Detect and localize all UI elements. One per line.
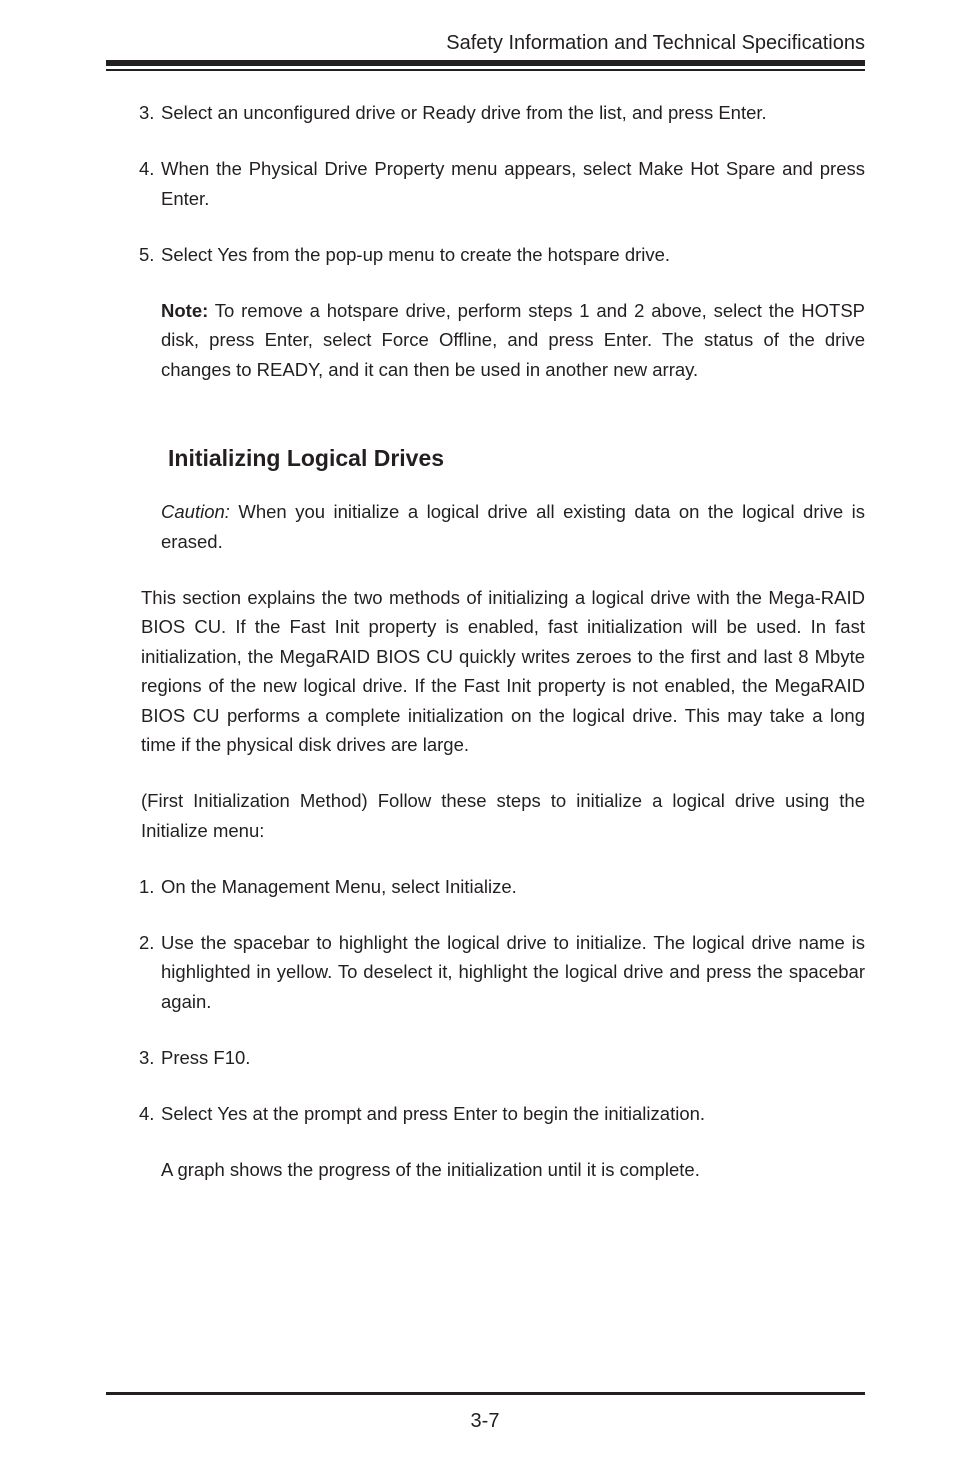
note-label: Note: (161, 299, 209, 321)
list-item (139, 154, 865, 213)
page-number: 3-7 (470, 1410, 500, 1432)
step-text: On the Management Menu, select Initialize. (161, 875, 517, 897)
note-text: To remove a hotspare drive, perform steps 1 and 2 above, select the HOTSP disk, press Enter, select Force Offline, and press Enter. The status of the drive changes to READY, and it can then be used in another new array. (161, 299, 865, 380)
list-item (139, 240, 865, 270)
list-item (139, 928, 865, 1017)
step-number: 4. (139, 158, 155, 179)
list-item (139, 1043, 865, 1073)
step-text: Select Yes at the prompt and press Enter to begin the initialization. (161, 1102, 706, 1124)
step-text: Select Yes from the pop-up menu to create the hotspare drive. (161, 243, 671, 265)
step-number: 2. (139, 931, 155, 953)
step-number: 3. (139, 102, 155, 123)
section-heading: Initializing Logical Drives (168, 445, 445, 471)
footer-rule (106, 1392, 865, 1395)
caution-label: Caution: (161, 501, 230, 522)
list-item (139, 872, 865, 902)
running-header: Safety Information and Technical Specifications (446, 32, 865, 54)
step-text: Use the spacebar to highlight the logical drive to initialize. The logical drive name is highlighted in yellow. To deselect it, highlight the logical drive and press the spacebar again. (161, 931, 865, 1012)
step-number: 3. (139, 1046, 155, 1068)
header-rule-thin (106, 69, 865, 71)
list-item (139, 1099, 865, 1129)
body-paragraph: This section explains the two methods of initializing a logical drive with the Mega-RAID BIOS CU. If the Fast Init property is enabled, fast initialization will be used. In fast initialization, the MegaRAID BIOS CU quickly writes zeroes to the first and last 8 Mbyte regions of the new logical drive. If the Fast Init property is not enabled, the MegaRAID BIOS CU performs a complete initialization on the logical drive. This may take a long time if the physical disk drives are large. (141, 586, 865, 755)
note-paragraph (161, 296, 865, 385)
step-text: Press F10. (161, 1046, 251, 1068)
caution-paragraph (161, 497, 865, 556)
body-paragraph: (First Initialization Method) Follow these steps to initialize a logical drive using the Initialize menu: (141, 790, 865, 841)
step-number: 1. (139, 875, 155, 897)
list-item (139, 98, 865, 128)
step-number: 4. (139, 1102, 155, 1124)
step-text: Select an unconfigured drive or Ready drive from the list, and press Enter. (161, 102, 767, 123)
caution-text: When you initialize a logical drive all existing data on the logical drive is erased. (161, 501, 865, 552)
step-text: When the Physical Drive Property menu appears, select Make Hot Spare and press Enter. (161, 158, 865, 209)
header-rule-thick (106, 60, 865, 66)
step-number: 5. (139, 243, 155, 265)
page-body (139, 98, 865, 1184)
graph-note: A graph shows the progress of the initialization until it is complete. (161, 1158, 700, 1180)
